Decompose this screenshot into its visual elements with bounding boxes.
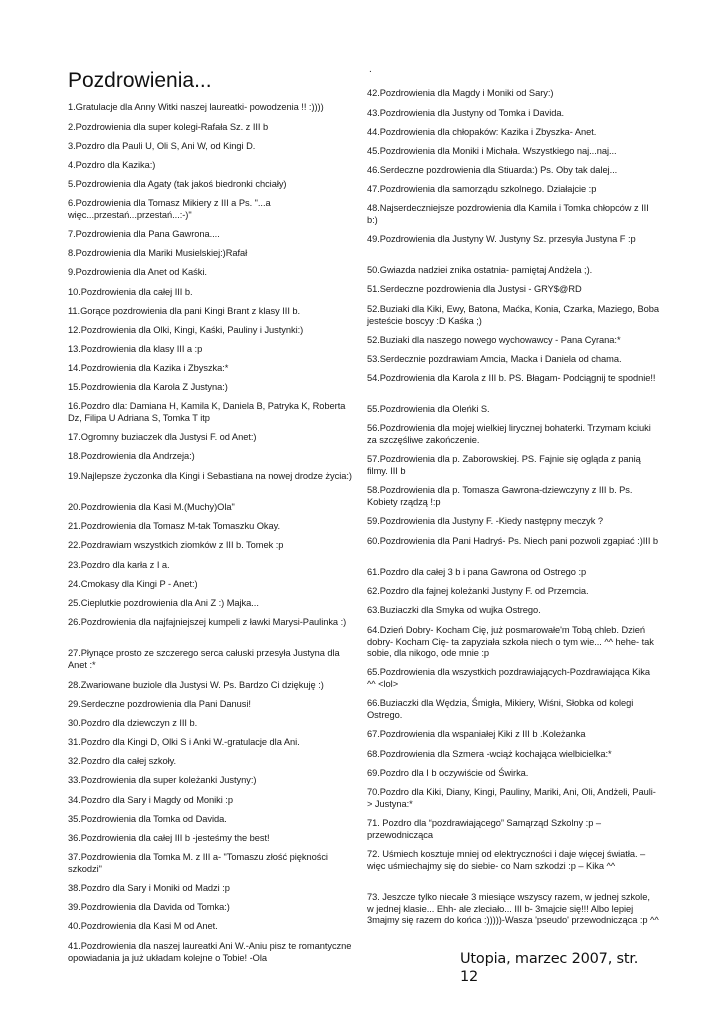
greeting-entry: 67.Pozdrowienia dla wspaniałej Kiki z III b .Koleżanka xyxy=(367,729,586,739)
greeting-entry: 63.Buziaczki dla Smyka od wujka Ostrego. xyxy=(367,605,541,615)
greeting-entry: 43.Pozdrowienia dla Justyny od Tomka i Davida. xyxy=(367,108,565,118)
greeting-entry: 12.Pozdrowienia dla Olki, Kingi, Kaśki, Pauliny i Justynki:) xyxy=(68,325,304,335)
greeting-entry: 65.Pozdrowienia dla wszystkich pozdrawiających-Pozdrawiająca Kika ^^ <lol> xyxy=(367,667,651,689)
greeting-entry: 61.Pozdro dla całej 3 b i pana Gawrona od Ostrego :p xyxy=(367,567,587,577)
greeting-entry: 35.Pozdrowienia dla Tomka od Davida. xyxy=(68,814,227,824)
greeting-entry: 24.Cmokasy dla Kingi P - Anet:) xyxy=(68,579,198,589)
greeting-entry: 13.Pozdrowienia dla klasy III a :p xyxy=(68,344,203,354)
greeting-entry: 30.Pozdro dla dziewczyn z III b. xyxy=(68,718,198,728)
greeting-entry: 46.Serdeczne pozdrowienia dla Stiuarda:) Ps. Oby tak dalej... xyxy=(367,165,618,175)
greeting-entry: 19.Najlepsze życzonka dla Kingi i Sebastiana na nowej drodze życia:) xyxy=(68,471,352,481)
greeting-entry: 55.Pozdrowienia dla Oleńki S. xyxy=(367,404,490,414)
greeting-entry: 64.Dzień Dobry- Kocham Cię, już posmarowałe'm Tobą chleb. Dzień dobry- Kocham Cię- ta zapyziała szkoła niech o tym wie... ^^ hehe- tak sobie, dla nikogo, ode mnie :p xyxy=(367,625,654,658)
greeting-entry: 44.Pozdrowienia dla chłopaków: Kazika i Zbyszka- Anet. xyxy=(367,127,597,137)
greeting-entry: 31.Pozdro dla Kingi D, Olki S i Anki W.-gratulacje dla Ani. xyxy=(68,737,300,747)
greeting-entry: 51.Serdeczne pozdrowienia dla Justysi - GRY$@RD xyxy=(367,284,582,294)
greeting-entry: 32.Pozdro dla całej szkoły. xyxy=(68,756,177,766)
greeting-entry: 69.Pozdro dla I b oczywiście od Świrka. xyxy=(367,768,529,778)
greeting-entry: 10.Pozdrowienia dla całej III b. xyxy=(68,287,193,297)
greeting-entry: 14.Pozdrowienia dla Kazika i Zbyszka:* xyxy=(68,363,229,373)
greeting-entry: 28.Zwariowane buziole dla Justysi W. Ps. Bardzo Ci dziękuję :) xyxy=(68,680,324,690)
greeting-entry: 42.Pozdrowienia dla Magdy i Moniki od Sary:) xyxy=(367,88,554,98)
greeting-entry: 68.Pozdrowienia dla Szmera -wciąż kochająca wielbicielka:* xyxy=(367,749,612,759)
greeting-entry: 25.Cieplutkie pozdrowienia dla Ani Z :) Majka... xyxy=(68,598,259,608)
greeting-entry: 34.Pozdro dla Sary i Magdy od Moniki :p xyxy=(68,795,233,805)
greeting-entry: 62.Pozdro dla fajnej koleżanki Justyny F. od Przemcia. xyxy=(367,586,589,596)
greeting-entry: 3.Pozdro dla Pauli U, Oli S, Ani W, od Kingi D. xyxy=(68,141,256,151)
stray-dot: . xyxy=(369,64,372,75)
greeting-entry: 52.Buziaki dla naszego nowego wychowawcy - Pana Cyrana:* xyxy=(367,335,621,345)
page-title: Pozdrowienia... xyxy=(68,69,212,92)
greeting-entry: 27.Płynące prosto ze szczerego serca całuski przesyła Justyna dla Anet :* xyxy=(68,648,340,670)
greeting-entry: 18.Pozdrowienia dla Andrzeja:) xyxy=(68,451,195,461)
greeting-entry: 49.Pozdrowienia dla Justyny W. Justyny Sz. przesyła Justyna F :p xyxy=(367,234,636,244)
greeting-entry: 7.Pozdrowienia dla Pana Gawrona.... xyxy=(68,229,220,239)
greeting-entry: 23.Pozdro dla karła z I a. xyxy=(68,560,170,570)
greeting-entry: 66.Buziaczki dla Wędzia, Śmigła, Mikiery, Wiśni, Słobka od kolegi Ostrego. xyxy=(367,698,634,720)
greeting-entry: 48.Najserdeczniejsze pozdrowienia dla Kamila i Tomka chłopców z III b:) xyxy=(367,203,649,225)
greeting-entry: 40.Pozdrowienia dla Kasi M od Anet. xyxy=(68,921,218,931)
greeting-entry: 38.Pozdro dla Sary i Moniki od Madzi :p xyxy=(68,883,230,893)
greeting-entry: 73. Jeszcze tylko niecałe 3 miesiące wszyscy razem, w jednej szkole, w jednej klasie... Ehh- ale zleciało... III b- 3majcie się!!! Albo lepiej 3majmy się razem do końca :)))))-Wasza 'pseudo' przewodnicząca :p ^^ xyxy=(367,892,659,925)
greeting-entry: 58.Pozdrowienia dla p. Tomasza Gawrona-dziewczyny z III b. Ps. Kobiety rządzą !:p xyxy=(367,485,633,507)
greeting-entry: 60.Pozdrowienia dla Pani Hadryś- Ps. Niech pani pozwoli zgapiać :)III b xyxy=(367,536,659,546)
greeting-entry: 59.Pozdrowienia dla Justyny F. -Kiedy następny meczyk ? xyxy=(367,516,603,526)
greeting-entry: 37.Pozdrowienia dla Tomka M. z III a- "Tomaszu złość piękności szkodzi" xyxy=(68,852,328,874)
greeting-entry: 1.Gratulacje dla Anny Witki naszej laureatki- powodzenia !! :)))) xyxy=(68,102,324,112)
greeting-entry: 50.Gwiazda nadziei znika ostatnia- pamiętaj Andżela ;). xyxy=(367,265,593,275)
greeting-entry: 47.Pozdrowienia dla samorządu szkolnego. Działajcie :p xyxy=(367,184,597,194)
greeting-entry: 22.Pozdrawiam wszystkich ziomków z III b. Tomek :p xyxy=(68,540,284,550)
greeting-entry: 56.Pozdrowienia dla mojej wielkiej lirycznej bohaterki. Trzymam kciuki za szczęśliwe zakończenie. xyxy=(367,423,651,445)
greeting-entry: 29.Serdeczne pozdrowienia dla Pani Danusi! xyxy=(68,699,251,709)
greeting-entry: 16.Pozdro dla: Damiana H, Kamila K, Daniela B, Patryka K, Roberta Dz, Filipa U Adriana S, Tomka T itp xyxy=(68,401,346,423)
greeting-entry: 21.Pozdrowienia dla Tomasz M-tak Tomaszku Okay. xyxy=(68,521,281,531)
greeting-entry: 20.Pozdrowienia dla Kasi M.(Muchy)Ola" xyxy=(68,502,235,512)
greeting-entry: 54.Pozdrowienia dla Karola z III b. PS. Błagam- Podciągnij te spodnie!! xyxy=(367,373,656,383)
greeting-entry: 9.Pozdrowienia dla Anet od Kaśki. xyxy=(68,267,207,277)
greeting-entry: 2.Pozdrowienia dla super kolegi-Rafała Sz. z III b xyxy=(68,122,269,132)
greeting-entry: 26.Pozdrowienia dla najfajniejszej kumpeli z ławki Marysi-Paulinka :) xyxy=(68,617,347,627)
greeting-entry: 17.Ogromny buziaczek dla Justysi F. od Anet:) xyxy=(68,432,257,442)
greeting-entry: 6.Pozdrowienia dla Tomasz Mikiery z III a Ps. "...a więc...przestań...przestań...:-)" xyxy=(68,198,271,220)
greeting-entry: 8.Pozdrowienia dla Mariki Musielskiej:)Rafał xyxy=(68,248,248,258)
greeting-entry: 57.Pozdrowienia dla p. Zaborowskiej. PS. Fajnie się ogląda z panią filmy. III b xyxy=(367,454,641,476)
greeting-entry: 4.Pozdro dla Kazika:) xyxy=(68,160,156,170)
greeting-entry: 72. Uśmiech kosztuje mniej od elektryczności i daje więcej światła. – więc uśmiechajmy się do siebie- co Nam szkodzi :p – Kika ^^ xyxy=(367,849,646,871)
greeting-entry: 52.Buziaki dla Kiki, Ewy, Batona, Maćka, Konia, Czarka, Maziego, Boba jesteście boscyy :D Kaśka ;) xyxy=(367,304,659,326)
greeting-entry: 45.Pozdrowienia dla Moniki i Michała. Wszystkiego naj...naj... xyxy=(367,146,617,156)
greeting-entry: 15.Pozdrowienia dla Karola Z Justyna:) xyxy=(68,382,228,392)
greeting-entry: 71. Pozdro dla “pozdrawiającego” Samąrząd Szkolny :p – przewodnicząca xyxy=(367,818,601,840)
greeting-entry: 53.Serdecznie pozdrawiam Amcia, Macka i Daniela od chama. xyxy=(367,354,622,364)
greeting-entry: 11.Gorące pozdrowienia dla pani Kingi Brant z klasy III b. xyxy=(68,306,301,316)
greeting-entry: 41.Pozdrowienia dla naszej laureatki Ani W.-Aniu pisz te romantyczne opowiadania ja już układam kolejne o Tobie! -Ola xyxy=(68,941,352,963)
greeting-entry: 39.Pozdrowienia dla Davida od Tomka:) xyxy=(68,902,230,912)
page-footer: Utopia, marzec 2007, str. 12 xyxy=(460,951,639,985)
greeting-entry: 33.Pozdrowienia dla super koleżanki Justyny:) xyxy=(68,775,257,785)
greeting-entry: 36.Pozdrowienia dla całej III b -jesteśmy the best! xyxy=(68,833,270,843)
greeting-entry: 70.Pozdro dla Kiki, Diany, Kingi, Pauliny, Mariki, Ani, Oli, Andżeli, Pauli-> Justyna:* xyxy=(367,787,656,809)
greeting-entry: 5.Pozdrowienia dla Agaty (tak jakoś biedronki chciały) xyxy=(68,179,287,189)
